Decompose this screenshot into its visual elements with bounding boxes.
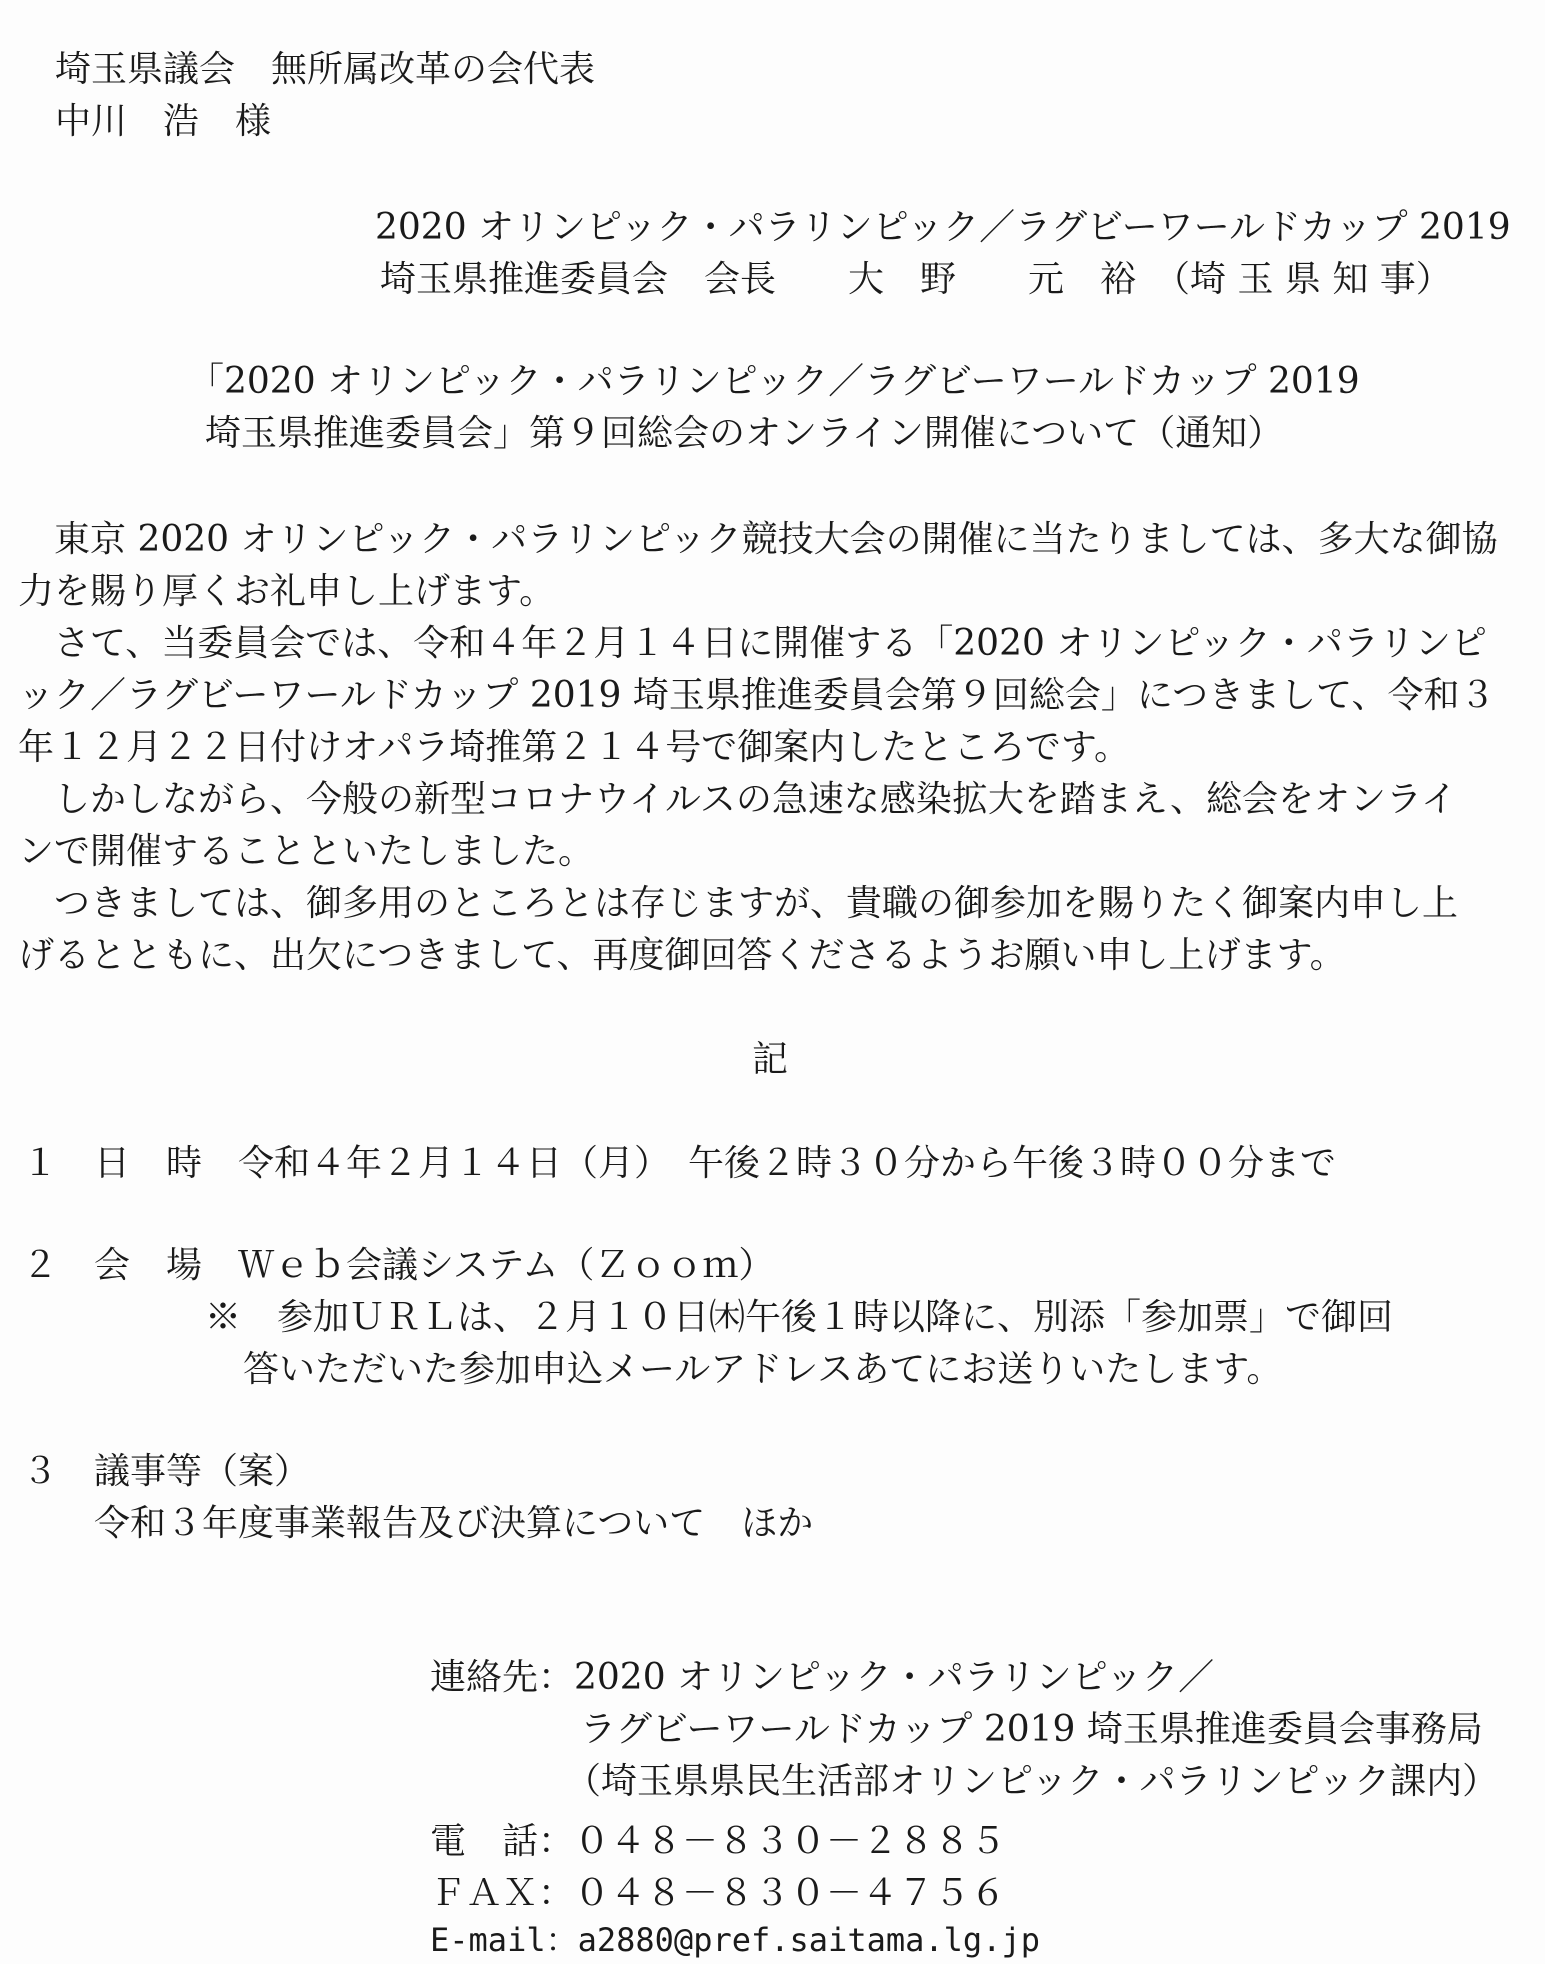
contact-line-3: （埼玉県県民生活部オリンピック・パラリンピック課内）: [565, 1761, 1499, 1802]
item-3-agenda: ３ 議事等（案）: [22, 1451, 311, 1492]
contact-email: E-mail：a2880@pref.saitama.lg.jp: [430, 1921, 1040, 1959]
addressee-line-2: 中川 浩 様: [55, 101, 272, 142]
contact-tel: 電 話：０４８－８３０－２８８５: [430, 1821, 1007, 1862]
body-line-4: ック／ラグビーワールドカップ 2019 埼玉県推進委員会第９回総会」につきまして、令和３: [18, 675, 1496, 716]
body-line-9: げるとともに、出欠につきまして、再度御回答くださるようお願い申し上げます。: [18, 935, 1346, 976]
item-2-venue: ２ 会 場 Ｗｅｂ会議システム（Ｚｏｏｍ）: [22, 1245, 775, 1286]
body-line-2: 力を賜り厚くお礼申し上げます。: [18, 571, 556, 612]
item-2-note-line-1: ※ 参加ＵＲＬは、２月１０日㈭午後１時以降に、別添「参加票」で御回: [205, 1297, 1394, 1338]
item-3-detail: 令和３年度事業報告及び決算について ほか: [94, 1503, 814, 1544]
sender-line-1: 2020 オリンピック・パラリンピック／ラグビーワールドカップ 2019: [375, 207, 1511, 248]
sender-line-2: 埼玉県推進委員会 会長 大 野 元 裕 （埼 玉 県 知 事）: [380, 259, 1452, 300]
contact-line-1: 連絡先：2020 オリンピック・パラリンピック／: [430, 1657, 1215, 1698]
title-line-1: 「2020 オリンピック・パラリンピック／ラグビーワールドカップ 2019: [188, 361, 1360, 402]
title-line-2: 埼玉県推進委員会」第９回総会のオンライン開催について（通知）: [205, 413, 1284, 454]
ki-heading: 記: [752, 1039, 789, 1080]
addressee-line-1: 埼玉県議会 無所属改革の会代表: [55, 49, 596, 90]
body-line-1: 東京 2020 オリンピック・パラリンピック競技大会の開催に当たりましては、多大な御協: [18, 519, 1498, 560]
body-line-3: さて、当委員会では、令和４年２月１４日に開催する「2020 オリンピック・パラリンピ: [18, 623, 1487, 664]
item-1-datetime: １ 日 時 令和４年２月１４日（月） 午後２時３０分から午後３時００分まで: [22, 1143, 1337, 1184]
item-2-note-line-2: 答いただいた参加申込メールアドレスあてにお送りいたします。: [243, 1349, 1283, 1390]
body-line-5: 年１２月２２日付けオパラ埼推第２１４号で御案内したところです。: [18, 727, 1131, 768]
contact-line-2: ラグビーワールドカップ 2019 埼玉県推進委員会事務局: [580, 1709, 1483, 1750]
body-line-8: つきましては、御多用のところとは存じますが、貴職の御参加を賜りたく御案内申し上: [18, 883, 1459, 924]
contact-fax: ＦＡＸ：０４８－８３０－４７５６: [430, 1873, 1007, 1914]
body-line-6: しかしながら、今般の新型コロナウイルスの急速な感染拡大を踏まえ、総会をオンライ: [18, 779, 1457, 820]
body-line-7: ンで開催することといたしました。: [18, 831, 595, 872]
